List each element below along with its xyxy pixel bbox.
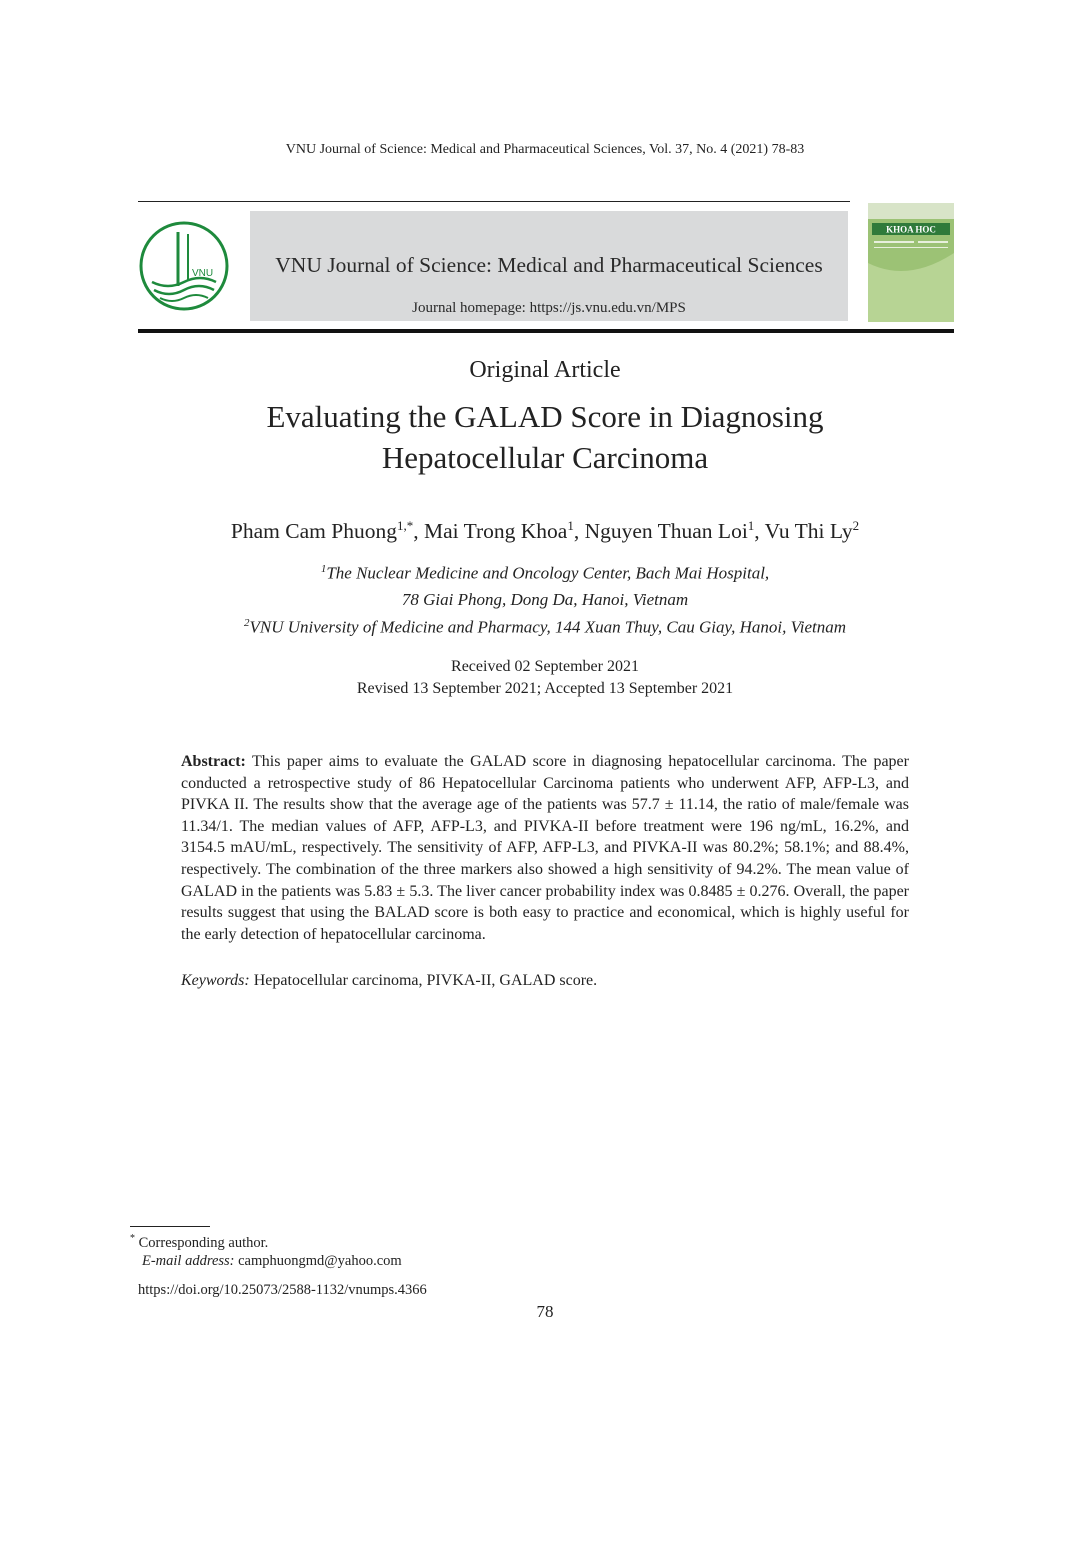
author: Vu Thi Ly bbox=[764, 519, 853, 544]
revised-accepted-dates: Revised 13 September 2021; Accepted 13 September 2021 bbox=[356, 680, 734, 697]
author: Mai Trong Khoa bbox=[423, 519, 568, 544]
banner-homepage: Journal homepage: https://js.vnu.edu.vn/MPS bbox=[412, 300, 686, 316]
affiliation-2 bbox=[0, 617, 1090, 638]
vnu-logo-icon bbox=[138, 220, 230, 312]
footnote-corresponding-text: Corresponding author. bbox=[138, 1234, 269, 1251]
affiliation-1-line-2: 78 Giai Phong, Dong Da, Hanoi, Vietnam bbox=[401, 590, 689, 609]
keywords bbox=[181, 972, 909, 990]
header-rule bbox=[138, 201, 850, 202]
received-date: Received 02 September 2021 bbox=[451, 658, 639, 675]
author-list bbox=[0, 518, 1090, 544]
article-title bbox=[0, 396, 1090, 478]
email-label: E-mail address: bbox=[142, 1253, 235, 1269]
footnote-sup: * bbox=[130, 1233, 135, 1244]
footnote-corresponding bbox=[130, 1233, 268, 1252]
author-affil-sup: 2 bbox=[852, 518, 860, 533]
author-separator: , bbox=[573, 519, 585, 544]
running-head: VNU Journal of Science: Medical and Pharmaceutical Sciences, Vol. 37, No. 4 (2021) 78-83 bbox=[285, 142, 805, 157]
journal-cover-thumbnail bbox=[868, 203, 954, 322]
author-affil-sup: 1 bbox=[567, 518, 574, 533]
author: Pham Cam Phuong bbox=[230, 519, 397, 544]
abstract bbox=[181, 751, 909, 945]
author-affil-sup: 1,* bbox=[396, 518, 414, 533]
author-separator: , bbox=[413, 519, 424, 544]
vnu-logo bbox=[138, 220, 230, 312]
footnote-email bbox=[142, 1253, 402, 1270]
author: Nguyen Thuan Loi bbox=[584, 519, 748, 544]
title-line-2: Hepatocellular Carcinoma bbox=[381, 440, 709, 475]
page-number: 78 bbox=[536, 1302, 554, 1321]
affiliation-sup: 2 bbox=[244, 617, 250, 629]
svg-text:KHOA HOC: KHOA HOC bbox=[886, 224, 936, 235]
author-affil-sup: 1 bbox=[747, 518, 755, 533]
abstract-text: This paper aims to evaluate the GALAD score in diagnosing hepatocellular carcinoma. The paper conducted a retrospective study of 86 Hepatocellular Carcinoma patients who underwent AFP, AFP-L3, and PIVKA II. The results show that the average age of the patients was 57.7 ± 11.14, the ratio of male/female was 11.34/1. The median values of AFP, AFP-L3, and PIVKA-II before treatment were 196 ng/mL, 16.2%, and 3154.5 mAU/mL, respectively. The sensitivity of AFP, AFP-L3, and PIVKA-II was 80.2%; 58.1%; and 88.4%, respectively. The combination of the three markers also showed a high sensitivity of 94.2%. The mean value of GALAD in the patients was 5.83 ± 5.3. The liver cancer probability index was 0.8485 ± 0.276. Overall, the paper results suggest that using the BALAD score is both easy to practice and economical, which is highly useful for the early detection of hepatocellular carcinoma. bbox=[181, 753, 909, 943]
article-category: Original Article bbox=[469, 357, 621, 383]
abstract-label: Abstract: bbox=[181, 753, 246, 770]
affiliation-text: The Nuclear Medicine and Oncology Center, Bach Mai Hospital, bbox=[326, 563, 770, 583]
affiliation-1-line-1 bbox=[0, 563, 1090, 584]
affiliation-sup: 1 bbox=[320, 563, 327, 575]
keywords-text: Hepatocellular carcinoma, PIVKA-II, GALAD score. bbox=[253, 972, 598, 989]
keywords-label: Keywords: bbox=[181, 972, 250, 989]
author-separator: , bbox=[754, 519, 765, 544]
doi-link[interactable]: https://doi.org/10.25073/2588-1132/vnumps.4366 bbox=[138, 1282, 427, 1298]
title-line-1: Evaluating the GALAD Score in Diagnosing bbox=[266, 399, 824, 434]
svg-text:VNU: VNU bbox=[192, 268, 214, 279]
header-thick-rule bbox=[138, 329, 954, 333]
affiliation-text: VNU University of Medicine and Pharmacy, 144 Xuan Thuy, Cau Giay, Hanoi, Vietnam bbox=[249, 617, 846, 637]
email-address[interactable]: camphuongmd@yahoo.com bbox=[238, 1253, 402, 1269]
footnote-rule bbox=[130, 1226, 210, 1227]
banner-title: VNU Journal of Science: Medical and Pharmaceutical Sciences bbox=[275, 253, 823, 277]
